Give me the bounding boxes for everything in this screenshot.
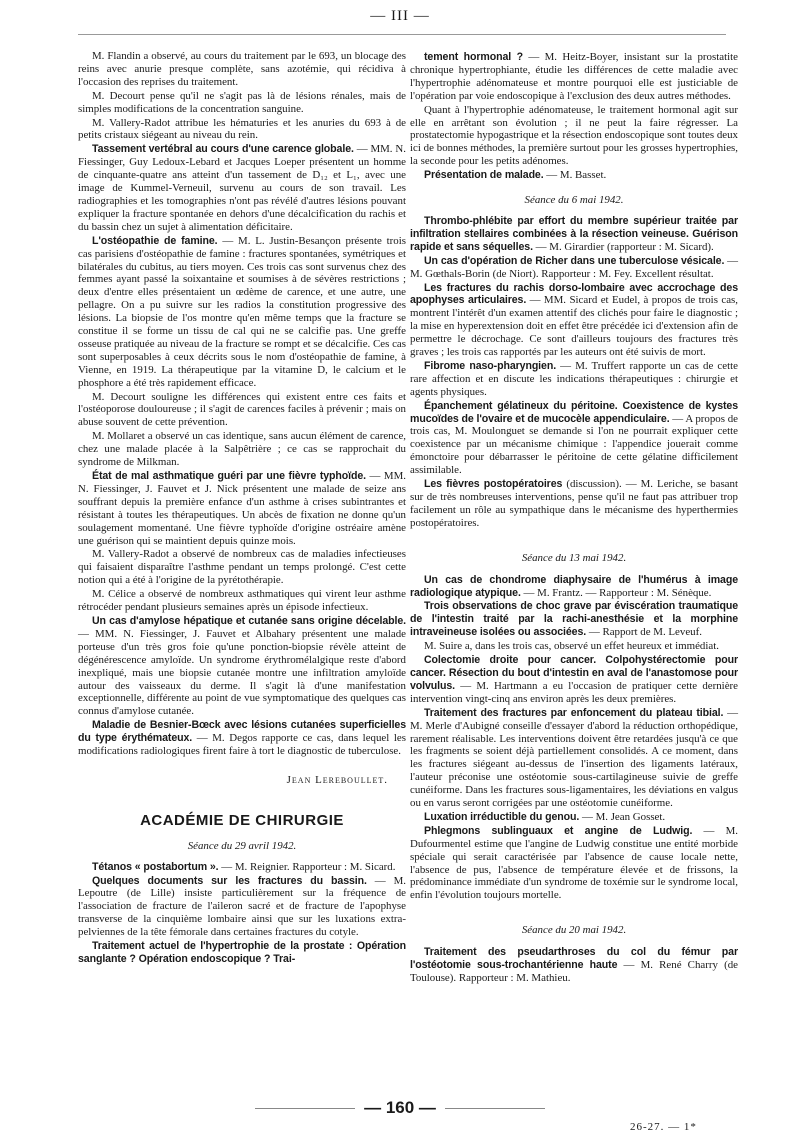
paragraph bbox=[78, 588, 406, 614]
author-signature: Jean Lereboullet. bbox=[286, 773, 388, 786]
paragraph-title: Un cas d'opération de Richer dans une tuberculose vésicale. bbox=[424, 254, 725, 267]
paragraph-text: — M. Reignier. Rapporteur : M. Sicard. bbox=[218, 860, 396, 873]
paragraph bbox=[78, 117, 406, 143]
paragraph bbox=[410, 654, 738, 706]
paragraph bbox=[410, 707, 738, 810]
paragraph-text: M. Suire a, dans les trois cas, observé un effet heureux et immédiat. bbox=[424, 640, 719, 653]
paragraph-text: — M. Hartmann a eu l'occasion de pratiquer cette dernière intervention vingt-cinq ans environ après les deux premières. bbox=[410, 679, 738, 705]
paragraph bbox=[410, 215, 738, 254]
paragraph-text: M. Flandin a observé, au cours du traitement par le 693, un blocage des reins avec anurie presque complète, sans azotémie, qui récidiva à l'occasion des reprises du traitement. bbox=[78, 50, 406, 88]
seance-heading-20-mai: Séance du 20 mai 1942. bbox=[521, 924, 627, 937]
paragraph-text: M. Vallery-Radot attribue les hématuries et les anuries du 693 à de petits cristaux siégeant au niveau du rein. bbox=[78, 116, 406, 142]
right-column-paragraphs-1 bbox=[410, 51, 738, 182]
paragraph-title: Quelques documents sur les fractures du bassin. bbox=[92, 874, 367, 887]
paragraph-title: Fibrome naso-pharyngien. bbox=[424, 359, 557, 372]
paragraph-title: L'ostéopathie de famine. bbox=[92, 234, 218, 247]
academy-title: ACADÉMIE DE CHIRURGIE bbox=[140, 811, 344, 829]
paragraph-text: M. Célice a observé de nombreux asthmatiques qui virent leur asthme rétrocéder pendant plusieurs semaines après un épisode infectieux. bbox=[78, 588, 406, 614]
paragraph-text: Quant à l'hypertrophie adénomateuse, le traitement hormonal agit sur elle en arrêtant son évolution ; il ne peut la faire régresser. La prostatectomie hypogastrique et la résection endoscopique sont toutes deux ici de bonnes méthodes, la première surtout pour les grosses hypertrophies, la seconde pour les petits adénomes. bbox=[410, 103, 738, 168]
paragraph bbox=[78, 90, 406, 116]
paragraph-title: Épanchement gélatineux du péritoine. Coexistence de kystes mucoïdes de l'ovaire et de mucocèle appendiculaire. bbox=[410, 399, 738, 425]
paragraph bbox=[410, 255, 738, 281]
paragraph bbox=[410, 360, 738, 399]
running-head: — III — bbox=[370, 8, 430, 24]
left-column-paragraphs bbox=[78, 50, 406, 758]
paragraph bbox=[78, 235, 406, 390]
paragraph bbox=[410, 282, 738, 359]
paragraph bbox=[410, 600, 738, 639]
paragraph bbox=[78, 615, 406, 718]
paragraph-text: — M. Lepoutre (de Lille) insiste particulièrement sur la fréquence de l'association de fracture de l'aileron sacré et de fracture de l'apophyse transverse de la cinquième lombaire ainsi que sur les luxations extra-pelviennes de la tête fémorale dans certaines fractures du cotyle. bbox=[78, 874, 406, 939]
paragraph-text: — M. Gœthals-Borin (de Niort). Rapporteur : M. Fey. Excellent résultat. bbox=[410, 254, 738, 280]
paragraph-title: Maladie de Besnier-Bœck avec lésions cutanées superficielles du type érythémateux. bbox=[78, 719, 406, 745]
right-column-paragraphs-4 bbox=[410, 946, 738, 985]
paragraph-text: — M. Dufourmentel estime que l'angine de Ludwig constitue une entité morbide spéciale qui serait caractérisée par l'absence de cause locale nette, l'absence de pus, l'absence de température élevée et de frissons, la prédominance immédiate d'un syndrome de toxémie sur le syndrome local, enfin l'évolution toujours mortelle. bbox=[410, 824, 739, 902]
seance-heading-29-avril: Séance du 29 avril 1942. bbox=[187, 839, 297, 852]
paragraph-text: — M. L. Justin-Besançon présente trois cas parisiens d'ostéopathie de famine : fractures spontanées, symétriques et bilatérales du cubitus, au tiers moyen. Ces trois cas sont survenus chez des femmes ayant passé la soixantaine et soumises à de sévères restrictions ; deux d'entre elles présentaient un œdème de carence, et une autre, une pellagre. On a pu suivre sur les radios la constitution progressive des lésions. La biopsie de l'os montre qu'en même temps que la fracture se constitue il se forme un tissu de cal qui ne se calcifie pas. Une greffe osseuse pratiquée au niveau de la fracture se rompt et se décalcifie. Ces cas sont superposables à ceux décrits sous le nom d'ostéopathie de famine, à Vienne, en 1919. La thérapeutique par la vitamine D, le calcium et le phosphore a été très rapidement efficace. bbox=[78, 234, 406, 389]
paragraph-text: — MM. N. Fiessinger, J. Fauvet et Albahary présentent une malade porteuse d'un très gros foie qu'une ponction-biopsie révèle atteint de dégénérescence amyloïde. Un syndrome érythromélalgique reste d'abord inexpliqué, mais une biopsie cutanée montre une infiltration amyloïde autour des vaisseaux du derme. Il s'agit là d'une manifestation exceptionnelle, différente au point de vue symptomatique des quelques cas connus d'amylose cutanée. bbox=[78, 627, 406, 718]
right-column-paragraphs-2 bbox=[410, 215, 738, 530]
paragraph-title: Traitement des pseudarthroses du col du fémur par l'ostéotomie sous-trochantérienne haute bbox=[410, 946, 738, 972]
paragraph bbox=[410, 478, 738, 530]
paragraph-text: — M. Truffert rapporte un cas de cette rare affection et en discute les indications thérapeutiques : chirurgie et agents physiques. bbox=[410, 359, 738, 398]
paragraph-text: M. Vallery-Radot a observé de nombreux cas de maladies infectieuses qui faisaient disparaître l'asthme pendant un temps prolongé. C'est cette notion qui a été à l'origine de la pyrétothérapie. bbox=[78, 548, 406, 587]
seance-heading-6-mai: Séance du 6 mai 1942. bbox=[524, 194, 624, 207]
paragraph-text: — M. Frantz. — Rapporteur : M. Sénèque. bbox=[520, 586, 712, 599]
paragraph bbox=[78, 548, 406, 587]
paragraph-text: — M. Jean Gosset. bbox=[579, 810, 666, 823]
paragraph-text: M. Decourt souligne les différences qui existent entre ces faits et l'ostéoporose douloureuse ; il s'agit de carences faciles à prévenir ; mais on abuse souvent de cette prévention. bbox=[78, 390, 406, 429]
paragraph bbox=[410, 825, 738, 902]
paragraph bbox=[410, 640, 738, 653]
paragraph bbox=[410, 574, 738, 600]
paragraph bbox=[78, 430, 406, 469]
paragraph-text: — M. René Charry (de Toulouse). Rapporteur : M. Mathieu. bbox=[410, 959, 738, 984]
paragraph-title: tement hormonal ? bbox=[424, 51, 523, 63]
right-column bbox=[410, 51, 738, 985]
paragraph-text: (discussion). — M. Leriche, se basant sur de très nombreuses interventions, pense qu'il ne faut pas attribuer trop facilement un rôle au sympathique dans le mécanisme des hyperthermies postopératoires. bbox=[410, 478, 738, 529]
paragraph-text: — M. Heitz-Boyer, insistant sur la prostatite chronique hypertrophiante, étudie les différences de cette maladie avec l'hypertrophie adénomateuse et montre pourquoi elle est justiciable de l'opération par voie endoscopique à l'exclusion des deux autres méthodes. bbox=[410, 51, 739, 102]
paragraph bbox=[78, 470, 406, 547]
paragraph bbox=[78, 940, 406, 966]
paragraph bbox=[410, 51, 738, 103]
paragraph-title: Traitement des fractures par enfoncement du plateau tibial. bbox=[424, 706, 724, 719]
paragraph-title: Tétanos « postabortum ». bbox=[92, 860, 219, 873]
paragraph bbox=[410, 400, 738, 477]
paragraph-text: — M. Girardier (rapporteur : M. Sicard). bbox=[532, 240, 714, 253]
page-number: — 160 — bbox=[364, 1098, 436, 1117]
paragraph bbox=[78, 143, 406, 233]
paragraph-title: Présentation de malade. bbox=[424, 169, 544, 182]
paragraph bbox=[410, 169, 738, 182]
seance-heading-13-mai: Séance du 13 mai 1942. bbox=[521, 551, 627, 564]
paragraph-title: État de mal asthmatique guéri par une fièvre typhoïde. bbox=[92, 470, 366, 482]
paragraph-title: Un cas d'amylose hépatique et cutanée sans origine décelable. bbox=[92, 614, 406, 627]
left-column bbox=[78, 50, 406, 966]
paragraph-text: — MM. Sicard et Eudel, à propos de trois cas, montrent l'intérêt d'un examen attentif des clichés pour faire le diagnostic ; la mise en hyperextension doit en effet être précédée ici d'extension afin de permettre le décrochage. Ce sont d'ailleurs toujours des fractures très graves ; les trois cas rapportés par les auteurs ont été suivis de mort. bbox=[410, 294, 738, 359]
paragraph bbox=[78, 861, 406, 874]
paragraph bbox=[78, 875, 406, 940]
paragraph-text: M. Decourt pense qu'il ne s'agit pas là de lésions rénales, mais de simples modifications de la concentration sanguine. bbox=[78, 89, 406, 115]
paragraph-text: M. Mollaret a observé un cas identique, sans aucun élément de carence, chez une malade placée à la Salpêtrière ; ce cas se rapprochait du syndrome de Milkman. bbox=[78, 430, 406, 469]
paragraph-title: Colectomie droite pour cancer. Colpohystérectomie pour cancer. Résection du bout d'intestin en aval de l'anastomose pour volvulus. bbox=[410, 654, 738, 692]
paragraph-title: Tassement vertébral au cours d'une carence globale. bbox=[92, 143, 354, 156]
paragraph-title: Thrombo-phlébite par effort du membre supérieur traitée par infiltration stellaires combinées à la résection veineuse. Guérison rapide et sans séquelles. bbox=[410, 214, 738, 253]
paragraph-title: Phlegmons sublinguaux et angine de Ludwig. bbox=[424, 824, 693, 837]
header-rule bbox=[78, 34, 726, 35]
paragraph bbox=[78, 719, 406, 758]
paragraph-title: Trois observations de choc grave par éviscération traumatique de l'intestin traité par la rachi-anesthésie et la morphine intraveineuse isolées ou associées. bbox=[410, 600, 738, 639]
paragraph-title: Les fractures du rachis dorso-lombaire avec accrochage des apophyses articulaires. bbox=[410, 281, 738, 307]
paragraph-title: Un cas de chondrome diaphysaire de l'humérus à image radiologique atypique. bbox=[410, 573, 738, 599]
paragraph-text: — MM. N. Fiessinger, Guy Ledoux-Lebard et Jacques Loeper présentent un homme de cinquante-quatre ans atteint d'un tassement de D₁₂ et L₁, avec une image de Kummel-Verneuil, survenu au cours de son travail. Les radiographies et les tomographies n'ont pas révélé d'autres lésions pouvant expliquer la fracture spontanée en dehors d'une décalcification du rachis et du bassin chez un sujet à alimentation déficitaire. bbox=[78, 143, 406, 233]
paragraph-title: Traitement actuel de l'hypertrophie de la prostate : Opération sanglante ? Opération endoscopique ? Trai- bbox=[78, 940, 406, 965]
paragraph bbox=[410, 946, 738, 985]
paragraph bbox=[410, 104, 738, 169]
paragraph-text: — Rapport de M. Leveuf. bbox=[586, 626, 702, 639]
paragraph-text: — MM. N. Fiessinger, J. Fauvet et J. Nick présentent une malade de seize ans souffrant depuis la première enfance d'un asthme à crises subintrantes et résistant à toutes les thérapeutiques. Un abcès de fixation ne donne qu'un soulagement momentané. Une fièvre typhoïde d'origine ostréaire amène une guérison qui se maintient depuis quinze mois. bbox=[78, 470, 406, 547]
paragraph-title: Les fièvres postopératoires bbox=[424, 478, 563, 491]
paragraph-text: — M. Merle d'Aubigné conseille d'essayer d'abord la réduction orthopédique, rarement réalisable. Les interventions doivent être retardées jusqu'à ce que les fragments se soient déjà partiellement consolidés. A ce moment, dans les fractures siégeant au-dessus de l'insertion des ligaments latéraux, l'auteur préconise une ostéotomie sous-cartilagineuse suivie de greffe cunéiforme. Dans les fractures sous-ligamentaires, les déviations en valgus ou en varus seront corrigées par une ostéotomie cunéiforme. bbox=[410, 706, 738, 810]
left-column-paragraphs-2 bbox=[78, 861, 406, 966]
paragraph-text: — M. Degos rapporte ce cas, dans lequel les modifications radiologiques firent faire à tort le diagnostic de tuberculose. bbox=[78, 732, 406, 758]
paragraph-text: — M. Basset. bbox=[543, 169, 607, 182]
signature-mark: 26-27. — 1* bbox=[630, 1121, 697, 1133]
paragraph bbox=[78, 391, 406, 430]
paragraph-text: — A propos de trois cas, M. Moulonguet se demande si l'on ne pourrait expliquer cette coexistence par un mécanisme chimique : l'appendice jouerait comme émonctoire pour débarrasser le péritoine de cette gélatine difficilement assimilable. bbox=[410, 412, 738, 477]
paragraph bbox=[410, 811, 738, 824]
right-column-paragraphs-3 bbox=[410, 574, 738, 903]
paragraph bbox=[78, 50, 406, 89]
paragraph-title: Luxation irréductible du genou. bbox=[424, 810, 580, 823]
